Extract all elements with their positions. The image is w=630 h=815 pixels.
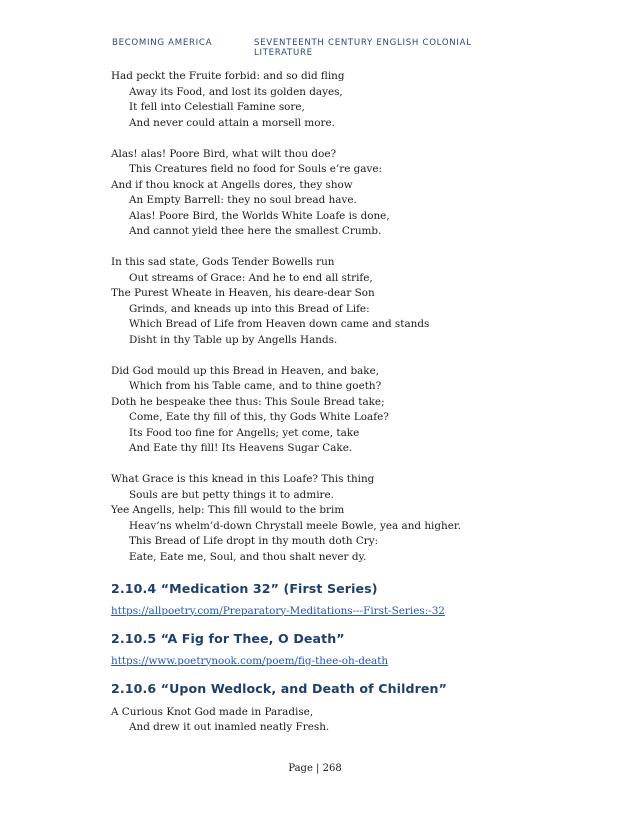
allpoetry-link[interactable]: https://allpoetry.com/Preparatory-Meditations---First-Series:-32 <box>111 604 445 617</box>
poem-line: What Grace is this knead in this Loafe? This thing <box>111 473 375 485</box>
poem-line: Eate, Eate me, Soul, and thou shalt never dy. <box>129 550 367 563</box>
poem-line: And if thou knock at Angells dores, they show <box>111 178 353 191</box>
stanza <box>111 472 531 565</box>
page-number: Page | 268 <box>288 763 342 774</box>
poem-line: Which from his Table came, and to thine goeth? <box>129 380 382 392</box>
poem-line: And cannot yield thee here the smallest Crumb. <box>129 225 382 237</box>
poem-line: And Eate thy fill! Its Heavens Sugar Cake. <box>129 442 353 454</box>
poem-line: Did God mould up this Bread in Heaven, and bake, <box>111 364 380 377</box>
poem-line: Come, Eate thy fill of this, thy Gods White Loafe? <box>129 411 389 423</box>
section-upon-wedlock <box>111 681 531 736</box>
poem-line: Disht in thy Table up by Angells Hands. <box>129 333 338 346</box>
poem-line: Alas! alas! Poore Bird, what wilt thou doe? <box>111 147 337 160</box>
poem-line: Doth he bespeake thee thus: This Soule Bread take; <box>111 395 385 408</box>
stanza <box>111 69 531 131</box>
poem <box>111 69 531 565</box>
poem-line: An Empty Barrell: they no soul bread have. <box>129 194 357 206</box>
poem-line: A Curious Knot God made in Paradise, <box>111 705 314 718</box>
section-heading: 2.10.5 “A Fig for Thee, O Death” <box>111 630 345 646</box>
poem-line: Alas! Poore Bird, the Worlds White Loafe is done, <box>129 209 390 222</box>
stanza <box>111 147 531 240</box>
poem-line: And drew it out inamled neatly Fresh. <box>129 721 330 733</box>
poem-line: Out streams of Grace: And he to end all strife, <box>129 271 373 284</box>
poem-line: In this sad state, Gods Tender Bowells run <box>111 256 335 268</box>
poem-line: Which Bread of Life from Heaven down came and stands <box>129 318 430 330</box>
section-fig-for-thee <box>111 631 531 667</box>
poem-line: Heav’ns whelm’d-down Chrystall meele Bowle, yea and higher. <box>129 519 461 532</box>
poetrynook-link[interactable]: https://www.poetrynook.com/poem/fig-thee-oh-death <box>111 654 389 667</box>
section-heading: 2.10.6 “Upon Wedlock, and Death of Children” <box>111 680 447 696</box>
header-book-title: BECOMING AMERICA <box>112 38 213 48</box>
stanza <box>111 255 531 348</box>
page-content <box>111 69 531 736</box>
header-chapter-title: SEVENTEENTH CENTURY ENGLISH COLONIAL LITERATURE <box>254 38 472 58</box>
poem-line: Grinds, and kneads up into this Bread of Life: <box>129 302 370 315</box>
poem-line: Had peckt the Fruite forbid: and so did fling <box>111 70 345 82</box>
poem-line: The Purest Wheate in Heaven, his deare-dear Son <box>111 287 375 299</box>
poem-line: Yee Angells, help: This fill would to the brim <box>111 504 345 516</box>
poem-line: This Creatures field no food for Souls e’re gave: <box>129 163 383 175</box>
poem-line: Souls are but petty things it to admire. <box>129 488 334 501</box>
poem-line: It fell into Celestiall Famine sore, <box>129 101 305 113</box>
page-footer <box>0 763 630 774</box>
stanza <box>111 364 531 457</box>
poem-line: Away its Food, and lost its golden dayes, <box>129 85 343 98</box>
poem-line: This Bread of Life dropt in thy mouth doth Cry: <box>129 535 379 547</box>
poem-line: And never could attain a morsell more. <box>129 116 335 129</box>
section-medication-32 <box>111 581 531 617</box>
section-heading: 2.10.4 “Medication 32” (First Series) <box>111 580 378 596</box>
poem-line: Its Food too fine for Angells; yet come, take <box>129 426 360 439</box>
